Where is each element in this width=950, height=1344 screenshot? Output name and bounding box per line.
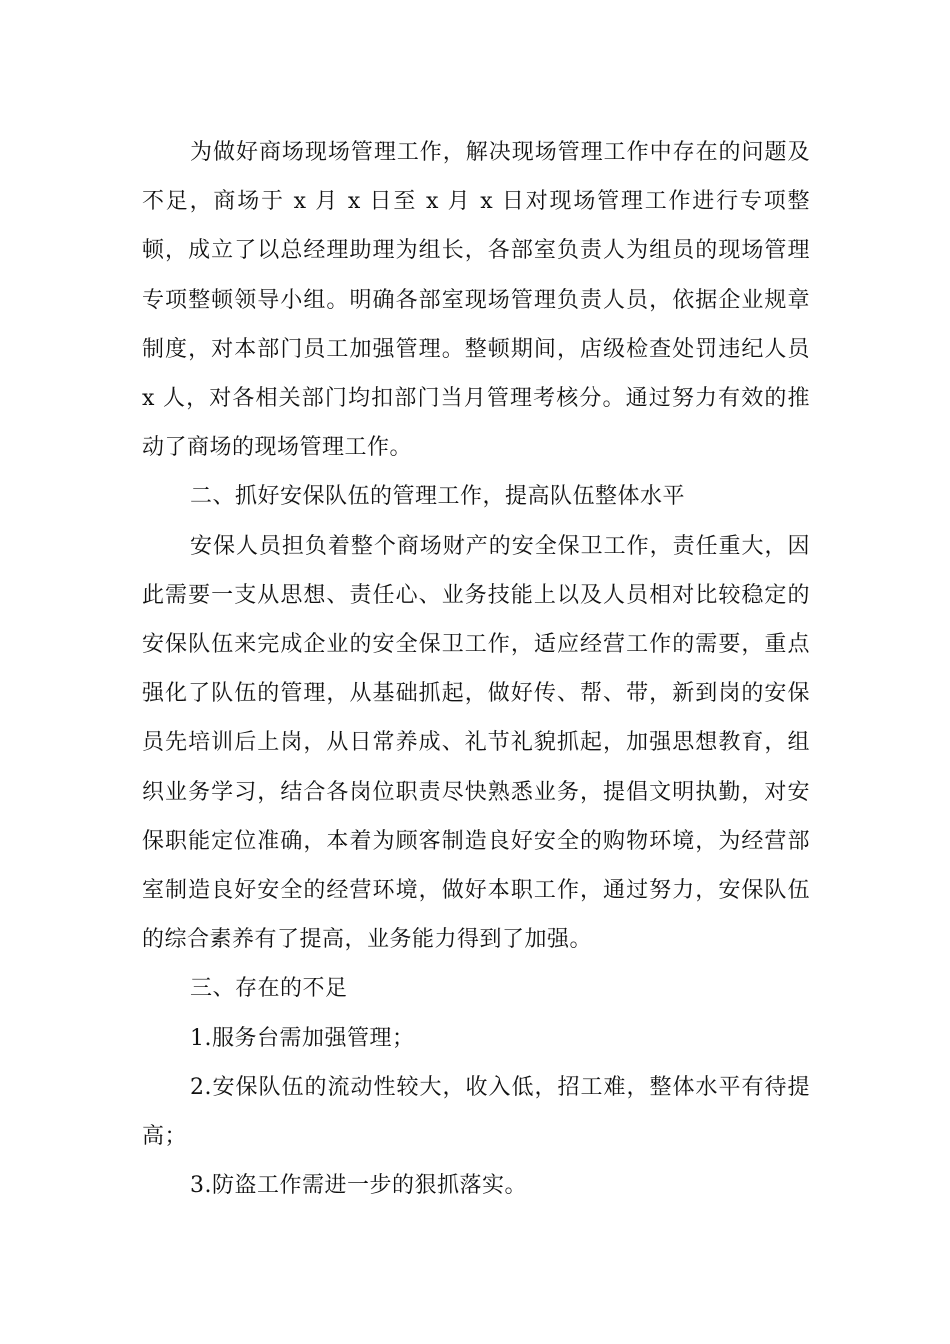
paragraph-site-management: 为做好商场现场管理工作，解决现场管理工作中存在的问题及不足，商场于 x 月 x 日至 x 月 x 日对现场管理工作进行专项整顿，成立了以总经理助理为组长，各部室负责人为组员的现场管理专项整顿领导小组。明确各部室现场管理负责人员，依据企业规章制度，对本部门员工加强管理。整顿期间，店级检查处罚违纪人员 x 人，对各相关部门均扣部门当月管理考核分。通过努力有效的推动了商场的现场管理工作。: [142, 140, 810, 461]
document-body: [142, 128, 810, 1210]
heading-security-team: 二、抓好安保队伍的管理工作，提高队伍整体水平: [190, 484, 686, 510]
paragraph-security-team: 安保人员担负着整个商场财产的安全保卫工作，责任重大，因此需要一支从思想、责任心、业务技能上以及人员相对比较稳定的安保队伍来完成企业的安全保卫工作，适应经营工作的需要，重点强化了队伍的管理，从基础抓起，做好传、帮、带，新到岗的安保员先培训后上岗，从日常养成、礼节礼貌抓起，加强思想教育，组织业务学习，结合各岗位职责尽快熟悉业务，提倡文明执勤，对安保职能定位准确，本着为顾客制造良好安全的购物环境，为经营部室制造良好安全的经营环境，做好本职工作，通过努力，安保队伍的综合素养有了提高，业务能力得到了加强。: [142, 533, 810, 953]
list-item-theft-prevention: 3.防盗工作需进一步的狠抓落实。: [190, 1173, 527, 1199]
list-item-service-desk: 1.服务台需加强管理；: [190, 1025, 415, 1051]
list-item-security-staffing: 2.安保队伍的流动性较大，收入低，招工难，整体水平有待提高；: [142, 1074, 810, 1150]
heading-shortcomings: 三、存在的不足: [190, 976, 348, 1002]
